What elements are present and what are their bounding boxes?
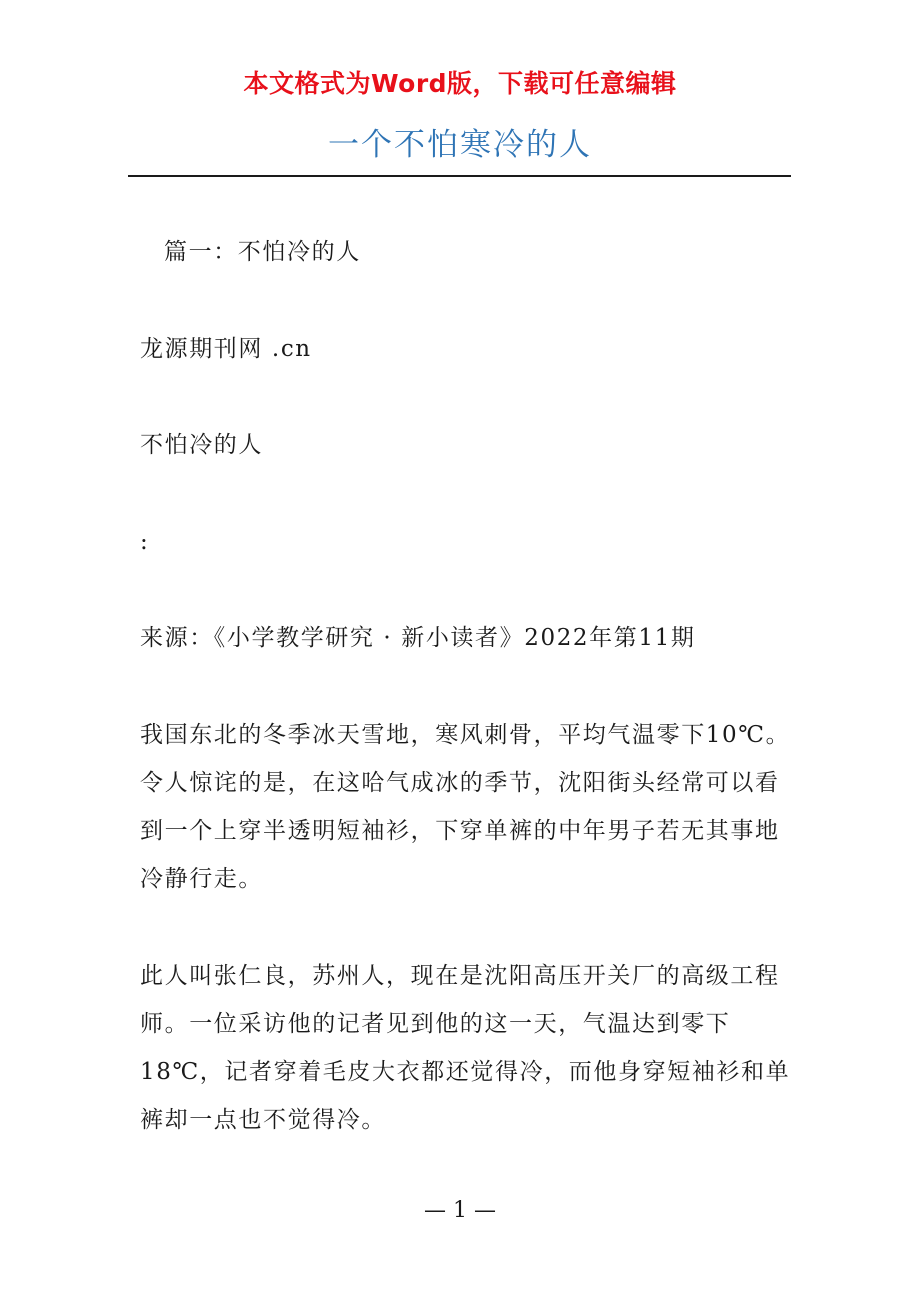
colon-line: : [140, 529, 150, 555]
format-banner: 本文格式为Word版，下载可任意编辑 [243, 69, 677, 98]
paragraph: 我国东北的冬季冰天雪地，寒风刺骨，平均气温零下10℃。令人惊诧的是，在这哈气成冰的季节，沈阳街头经常可以看到一个上穿半透明短袖衫，下穿单裤的中年男子若无其事地冷静行走。 [140, 722, 791, 892]
section-heading: 篇一：不怕冷的人 [164, 239, 361, 265]
title-divider [128, 175, 791, 177]
document-title: 一个不怕寒冷的人 [328, 127, 592, 163]
site-line: 龙源期刊网 .cn [140, 336, 312, 362]
paragraph: 此人叫张仁良，苏州人，现在是沈阳高压开关厂的高级工程师。一位采访他的记者见到他的这一天，气温达到零下18℃，记者穿着毛皮大衣都还觉得冷，而他身穿短袖衫和单裤却一点也不觉得冷。 [140, 963, 791, 1133]
source-line: 来源：《小学教学研究 · 新小读者》2022年第11期 [140, 625, 696, 651]
article-subtitle: 不怕冷的人 [140, 432, 263, 458]
page-number: — 1 — [424, 1198, 496, 1223]
